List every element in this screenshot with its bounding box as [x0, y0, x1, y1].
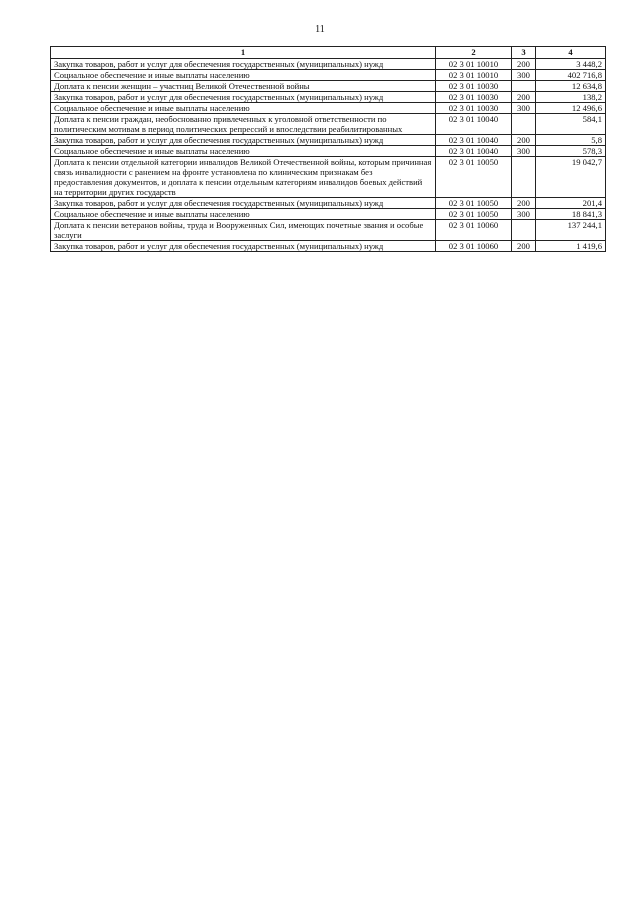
row-type-cell: 300 [512, 103, 536, 114]
row-code-cell: 02 3 01 10050 [436, 157, 512, 198]
table-row [51, 70, 606, 81]
table-row [51, 103, 606, 114]
row-amount-cell: 578,3 [536, 146, 606, 157]
row-name-cell: Доплата к пенсии ветеранов войны, труда и Вооруженных Сил, имеющих почетные звания и особые заслуги [51, 220, 436, 241]
table-row [51, 198, 606, 209]
column-header-type: 3 [512, 47, 536, 59]
row-amount-cell: 584,1 [536, 114, 606, 135]
row-type-cell [512, 114, 536, 135]
row-name-cell: Закупка товаров, работ и услуг для обеспечения государственных (муниципальных) нужд [51, 59, 436, 70]
column-header-name: 1 [51, 47, 436, 59]
column-header-code: 2 [436, 47, 512, 59]
row-amount-cell: 402 716,8 [536, 70, 606, 81]
row-name-cell: Закупка товаров, работ и услуг для обеспечения государственных (муниципальных) нужд [51, 92, 436, 103]
row-name-cell: Закупка товаров, работ и услуг для обеспечения государственных (муниципальных) нужд [51, 135, 436, 146]
table-row [51, 81, 606, 92]
row-code-cell: 02 3 01 10010 [436, 59, 512, 70]
table-row [51, 220, 606, 241]
row-amount-cell: 5,8 [536, 135, 606, 146]
row-type-cell [512, 81, 536, 92]
table-row [51, 241, 606, 252]
row-code-cell: 02 3 01 10060 [436, 220, 512, 241]
row-code-cell: 02 3 01 10030 [436, 103, 512, 114]
row-code-cell: 02 3 01 10030 [436, 92, 512, 103]
row-code-cell: 02 3 01 10040 [436, 135, 512, 146]
column-header-amount: 4 [536, 47, 606, 59]
row-name-cell: Доплата к пенсии граждан, необоснованно привлеченных к уголовной ответственности по политическим мотивам в период политических репрессий и впоследствии реабилитированных [51, 114, 436, 135]
row-code-cell: 02 3 01 10060 [436, 241, 512, 252]
table-row [51, 59, 606, 70]
row-name-cell: Доплата к пенсии отдельной категории инвалидов Великой Отечественной войны, которым причинная связь инвалидности с ранением на фронте установлена по клиническим признакам без предоставления документов, и доплата к пенсии отдельным категориям инвалидов боевых действий на территории других государств [51, 157, 436, 198]
row-amount-cell: 1 419,6 [536, 241, 606, 252]
row-name-cell: Социальное обеспечение и иные выплаты населению [51, 209, 436, 220]
row-amount-cell: 3 448,2 [536, 59, 606, 70]
row-name-cell: Социальное обеспечение и иные выплаты населению [51, 146, 436, 157]
row-type-cell: 300 [512, 209, 536, 220]
row-name-cell: Социальное обеспечение и иные выплаты населению [51, 70, 436, 81]
row-code-cell: 02 3 01 10030 [436, 81, 512, 92]
row-name-cell: Социальное обеспечение и иные выплаты населению [51, 103, 436, 114]
row-amount-cell: 137 244,1 [536, 220, 606, 241]
row-type-cell [512, 220, 536, 241]
row-name-cell: Доплата к пенсии женщин – участниц Великой Отечественной войны [51, 81, 436, 92]
row-name-cell: Закупка товаров, работ и услуг для обеспечения государственных (муниципальных) нужд [51, 241, 436, 252]
row-type-cell [512, 157, 536, 198]
row-code-cell: 02 3 01 10050 [436, 198, 512, 209]
page-number: 11 [315, 24, 325, 35]
row-type-cell: 200 [512, 135, 536, 146]
header-row [51, 47, 606, 59]
row-name-cell: Закупка товаров, работ и услуг для обеспечения государственных (муниципальных) нужд [51, 198, 436, 209]
row-amount-cell: 12 634,8 [536, 81, 606, 92]
table-row [51, 135, 606, 146]
row-type-cell: 200 [512, 59, 536, 70]
row-amount-cell: 12 496,6 [536, 103, 606, 114]
table-body [51, 59, 606, 252]
table-row [51, 92, 606, 103]
row-type-cell: 300 [512, 70, 536, 81]
row-amount-cell: 138,2 [536, 92, 606, 103]
table-row [51, 146, 606, 157]
row-amount-cell: 201,4 [536, 198, 606, 209]
row-amount-cell: 19 042,7 [536, 157, 606, 198]
row-type-cell: 200 [512, 92, 536, 103]
row-code-cell: 02 3 01 10040 [436, 146, 512, 157]
row-type-cell: 200 [512, 241, 536, 252]
table-row [51, 209, 606, 220]
budget-table [50, 46, 606, 252]
row-code-cell: 02 3 01 10040 [436, 114, 512, 135]
table-row [51, 157, 606, 198]
row-type-cell: 300 [512, 146, 536, 157]
row-code-cell: 02 3 01 10010 [436, 70, 512, 81]
table-row [51, 114, 606, 135]
row-amount-cell: 18 841,3 [536, 209, 606, 220]
row-code-cell: 02 3 01 10050 [436, 209, 512, 220]
row-type-cell: 200 [512, 198, 536, 209]
